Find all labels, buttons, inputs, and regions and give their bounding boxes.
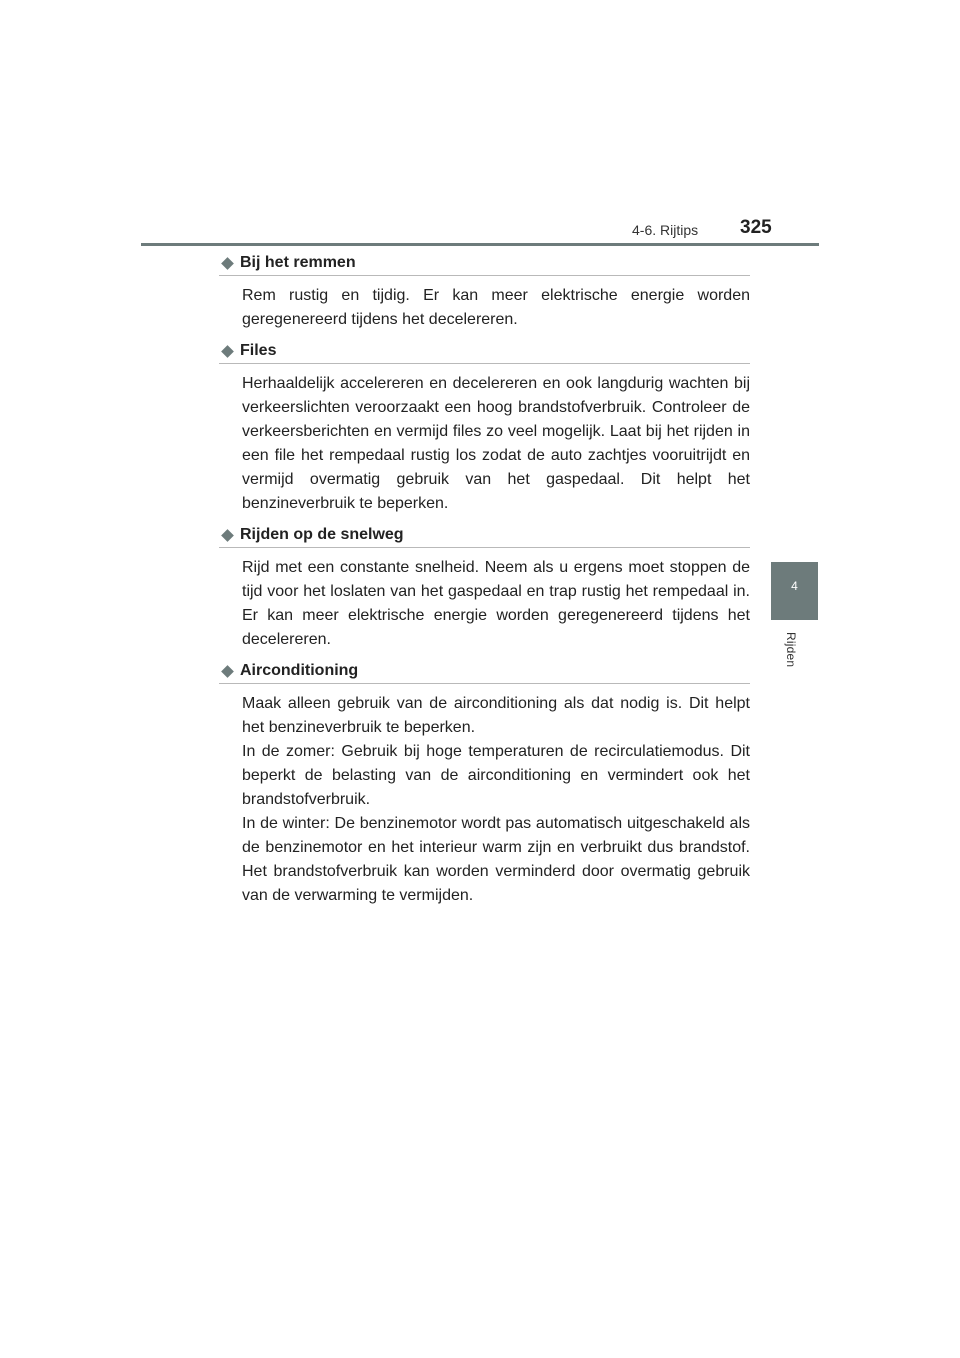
paragraph: Rijd met een constante snelheid. Neem als u ergens moet stoppen de tijd voor het loslaten van het gaspedaal en trap rustig het rempedaal in. Er kan meer elektrische energie worden geregenereerd tijdens het decelereren. (242, 559, 750, 648)
section-title: Bij het remmen (240, 254, 356, 271)
section-title: Airconditioning (240, 662, 359, 679)
section-heading (219, 252, 750, 276)
section-title: Rijden op de snelweg (240, 526, 404, 543)
chapter-tab (771, 562, 818, 620)
section-body (219, 284, 750, 332)
diamond-bullet-icon (221, 529, 234, 542)
header-rule (141, 243, 819, 246)
diamond-bullet-icon (221, 345, 234, 358)
section-body (219, 692, 750, 908)
section-heading (219, 660, 750, 684)
section-traffic-jams (219, 340, 750, 516)
section-air-conditioning (219, 660, 750, 908)
diamond-bullet-icon (221, 665, 234, 678)
section-heading (219, 524, 750, 548)
section-heading (219, 340, 750, 364)
paragraph: Rem rustig en tijdig. Er kan meer elektrische energie worden geregenereerd tijdens het decelereren. (242, 287, 750, 328)
running-header-section: 4-6. Rijtips (632, 222, 699, 238)
section-braking (219, 252, 750, 332)
paragraph: Maak alleen gebruik van de airconditioning als dat nodig is. Dit helpt het benzineverbruik te beperken. (242, 695, 750, 736)
section-body (219, 372, 750, 516)
section-highway (219, 524, 750, 652)
page-content (219, 252, 750, 916)
page-number: 325 (740, 217, 772, 238)
chapter-number: 4 (791, 579, 798, 593)
paragraph: In de winter: De benzinemotor wordt pas automatisch uitgeschakeld als de benzinemotor en het interieur warm zijn en verbruikt dus brandstof. Het brandstofverbruik kan worden verminderd door overmatig gebruik van de verwarming te vermijden. (242, 815, 750, 904)
paragraph: In de zomer: Gebruik bij hoge temperaturen de recirculatiemodus. Dit beperkt de belasting van de airconditioning en vermindert ook het brandstofverbruik. (242, 743, 750, 808)
section-title: Files (240, 342, 277, 359)
paragraph: Herhaaldelijk accelereren en decelereren en ook langdurig wachten bij verkeerslichten veroorzaakt een hoog brandstofverbruik. Controleer de verkeersberichten en vermijd files zo veel mogelijk. Laat bij het rijden in een file het rempedaal rustig los zodat de auto zachtjes vooruitrijdt en vermijd overmatig gebruik van het gaspedaal. Dit helpt het benzineverbruik te beperken. (242, 375, 750, 512)
section-body (219, 556, 750, 652)
diamond-bullet-icon (221, 257, 234, 270)
chapter-title: Rijden (784, 632, 798, 668)
